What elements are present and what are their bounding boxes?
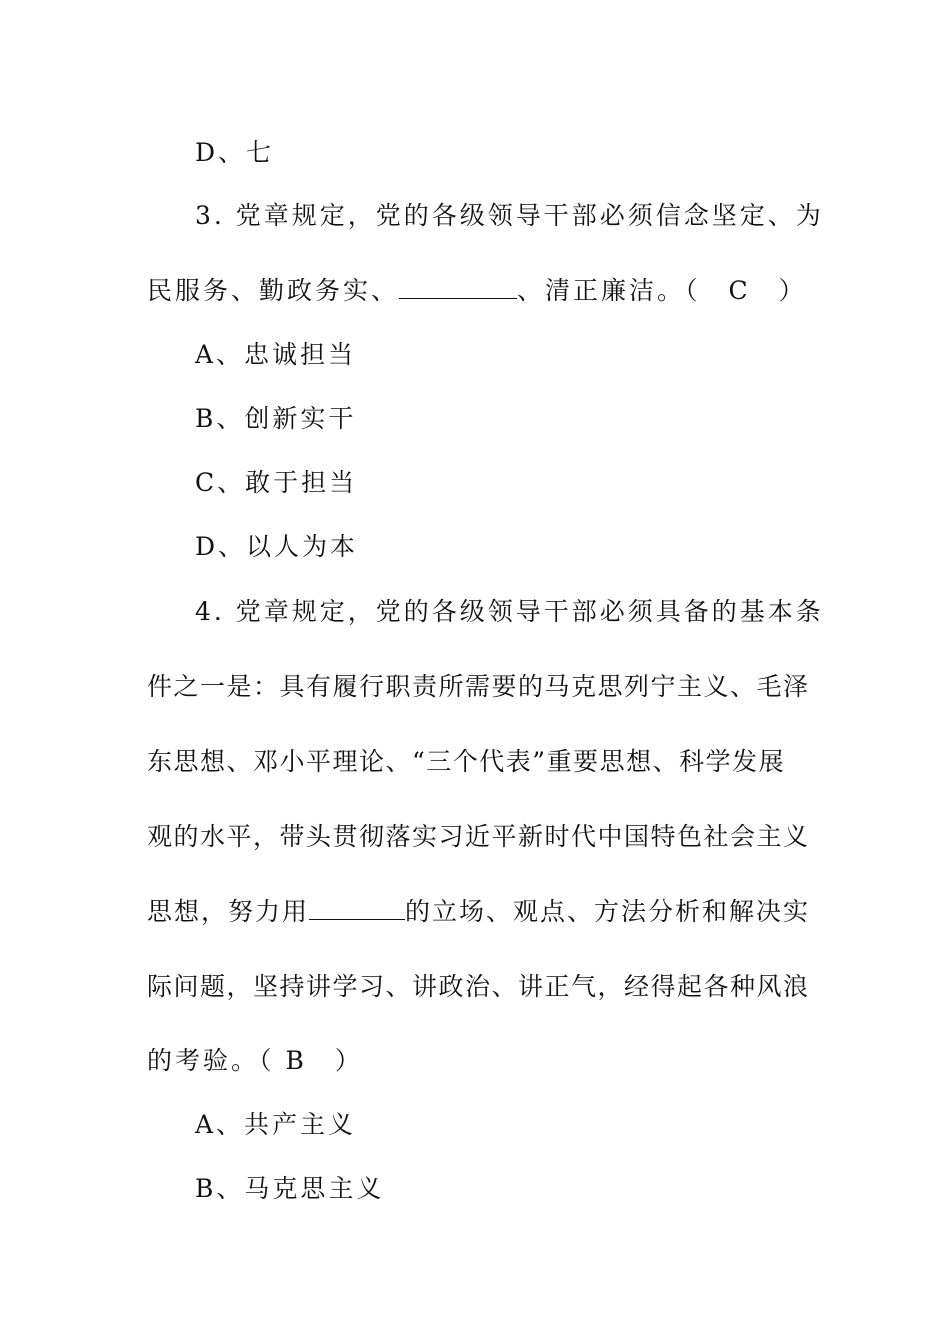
q3-stem-line1: 3. 党章规定，党的各级领导干部必须信念坚定、为	[195, 201, 824, 230]
q4-stem-line5-after: 的立场、观点、方法分析和解决实	[405, 897, 811, 926]
q4-answer-blank	[309, 897, 405, 920]
q3-option-a: A、忠诚担当	[195, 340, 357, 369]
q3-stem-line2-before: 民服务、勤政务实、	[147, 276, 400, 305]
q4-stem-line7: 的考验。（ B ）	[147, 1046, 363, 1075]
q4-stem-line5	[147, 896, 811, 928]
q4-stem-line6: 际问题，坚持讲学习、讲政治、讲正气，经得起各种风浪	[147, 972, 810, 1001]
q4-option-a: A、共产主义	[195, 1110, 357, 1139]
q4-option-b: B、马克思主义	[195, 1174, 385, 1203]
q3-option-b: B、创新实干	[195, 404, 357, 433]
q3-stem-line2-after: 、清正廉洁。（ C ）	[517, 276, 807, 305]
q4-stem-line1: 4. 党章规定，党的各级领导干部必须具备的基本条	[195, 597, 824, 626]
q4-stem-line3: 东思想、邓小平理论、“三个代表”重要思想、科学发展	[147, 747, 786, 776]
q4-stem-line2: 件之一是：具有履行职责所需要的马克思列宁主义、毛泽	[147, 672, 810, 701]
q3-option-c: C、敢于担当	[195, 468, 358, 497]
q4-stem-line4: 观的水平，带头贯彻落实习近平新时代中国特色社会主义	[147, 822, 810, 851]
q3-stem-line2	[147, 275, 807, 307]
q3-answer-blank	[399, 276, 517, 299]
q3-option-d: D、以人为本	[195, 532, 359, 561]
q2-option-d: D、七	[195, 138, 275, 167]
q4-stem-line5-before: 思想，努力用	[147, 897, 310, 926]
